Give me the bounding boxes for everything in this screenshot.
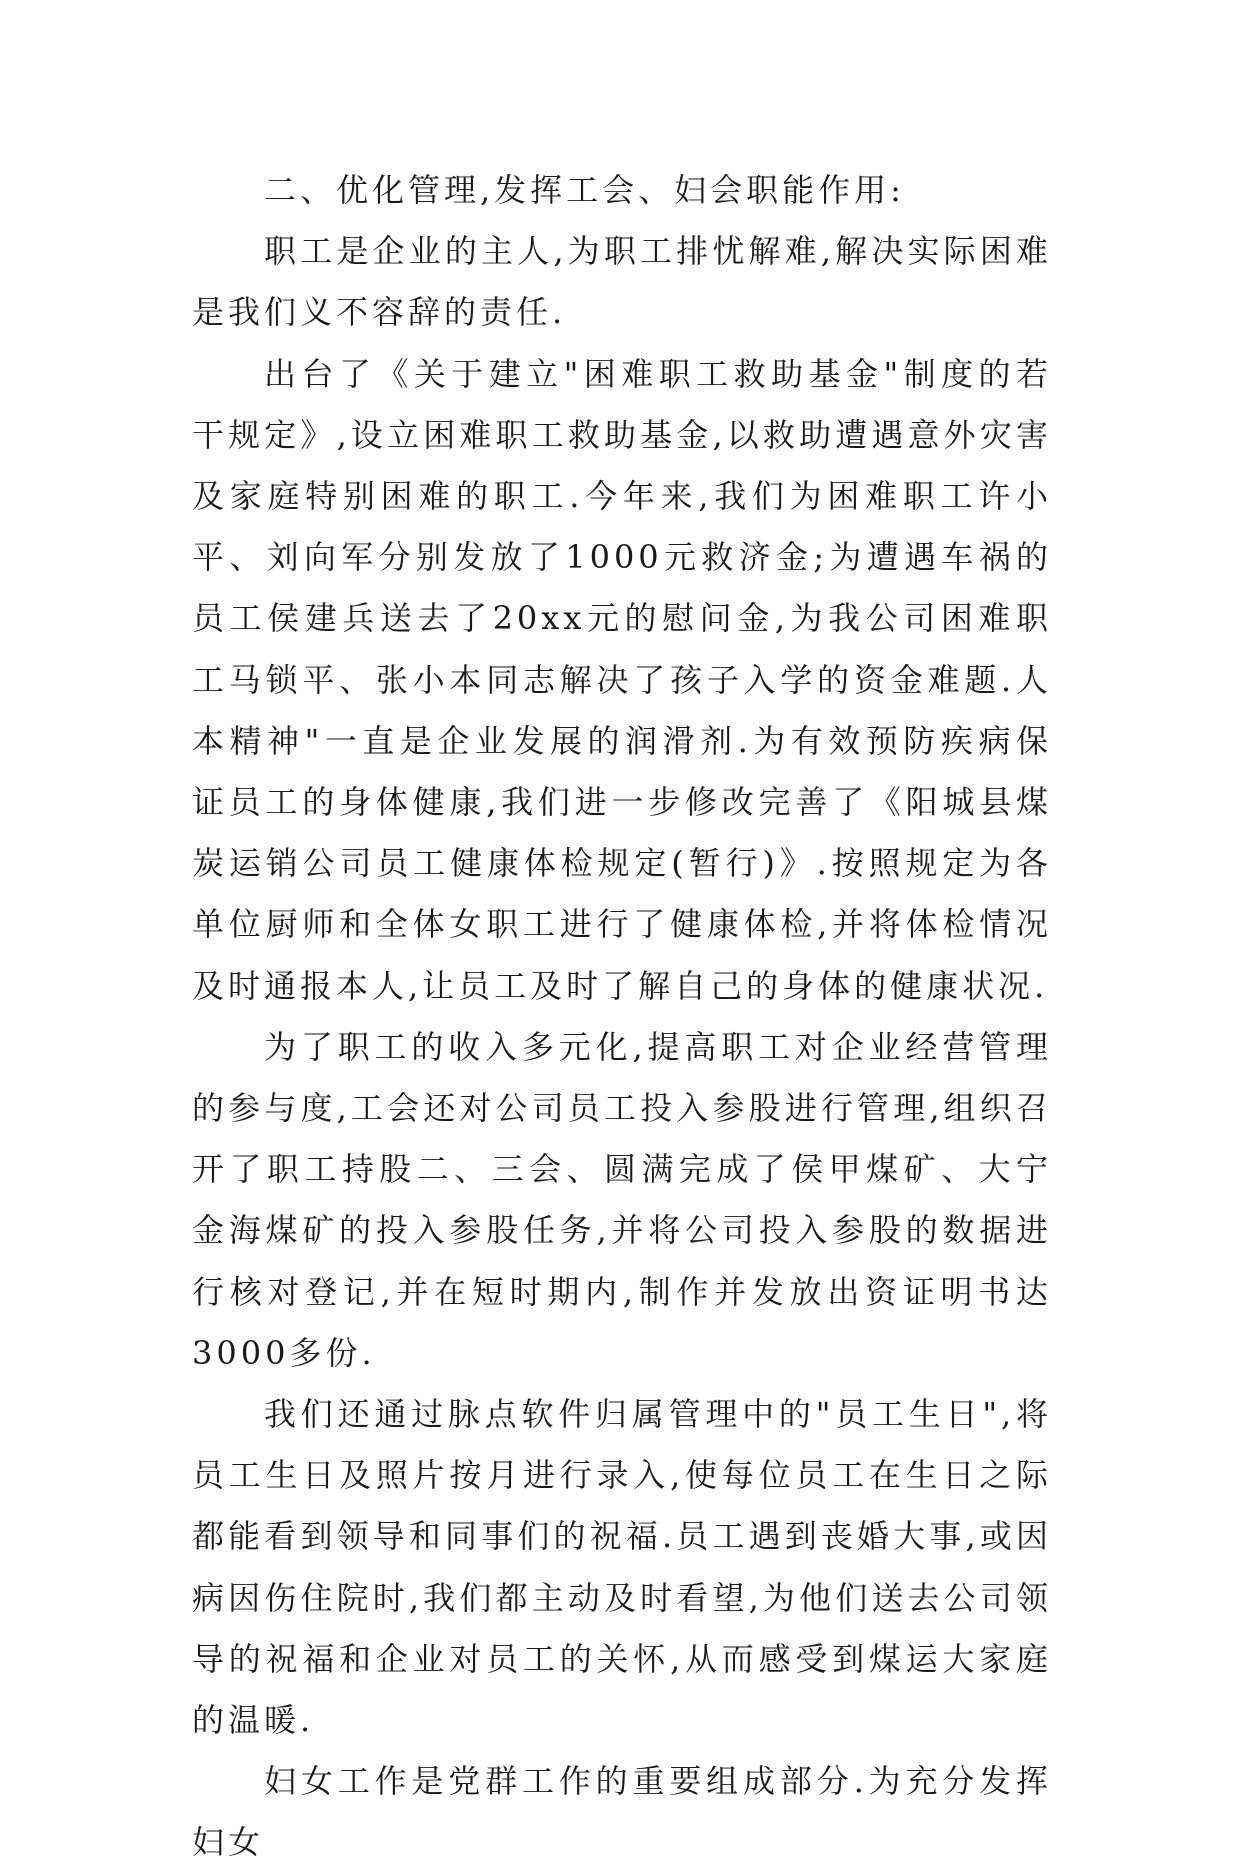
section-heading: 二、优化管理,发挥工会、妇会职能作用: xyxy=(264,171,905,209)
document-body xyxy=(192,160,1052,1874)
paragraph-shareholding: 为了职工的收入多元化,提高职工对企业经营管理的参与度,工会还对公司员工投入参股进行管理,组织召开了职工持股二、三会、圆满完成了侯甲煤矿、大宁金海煤矿的投入参股任务,并将公司投入参股的数据进行核对登记,并在短时期内,制作并发放出资证明书达3000多份. xyxy=(192,1027,1052,1372)
paragraph-birthday: 我们还通过脉点软件归属管理中的"员工生日",将员工生日及照片按月进行录入,使每位员工在生日之际都能看到领导和同事们的祝福.员工遇到丧婚大事,或因病因伤住院时,我们都主动及时看望,为他们送去公司领导的祝福和企业对员工的关怀,从而感受到煤运大家庭的温暖. xyxy=(192,1395,1052,1740)
paragraph-relief-fund: 出台了《关于建立"困难职工救助基金"制度的若干规定》,设立困难职工救助基金,以救助遭遇意外灾害及家庭特别困难的职工.今年来,我们为困难职工许小平、刘向军分别发放了1000元救济金;为遭遇车祸的员工侯建兵送去了20xx元的慰问金,为我公司困难职工马锁平、张小本同志解决了孩子入学的资金难题.人本精神"一直是企业发展的润滑剂.为有效预防疾病保证员工的身体健康,我们进一步修改完善了《阳城县煤炭运销公司员工健康体检规定(暂行)》.按照规定为各单位厨师和全体女职工进行了健康体检,并将体检情况及时通报本人,让员工及时了解自己的身体的健康状况. xyxy=(192,354,1052,1005)
paragraph-women-work: 妇女工作是党群工作的重要组成部分.为充分发挥妇女 xyxy=(192,1762,1052,1862)
paragraph-intro: 职工是企业的主人,为职工排忧解难,解决实际困难是我们义不容辞的责任. xyxy=(192,232,1052,332)
